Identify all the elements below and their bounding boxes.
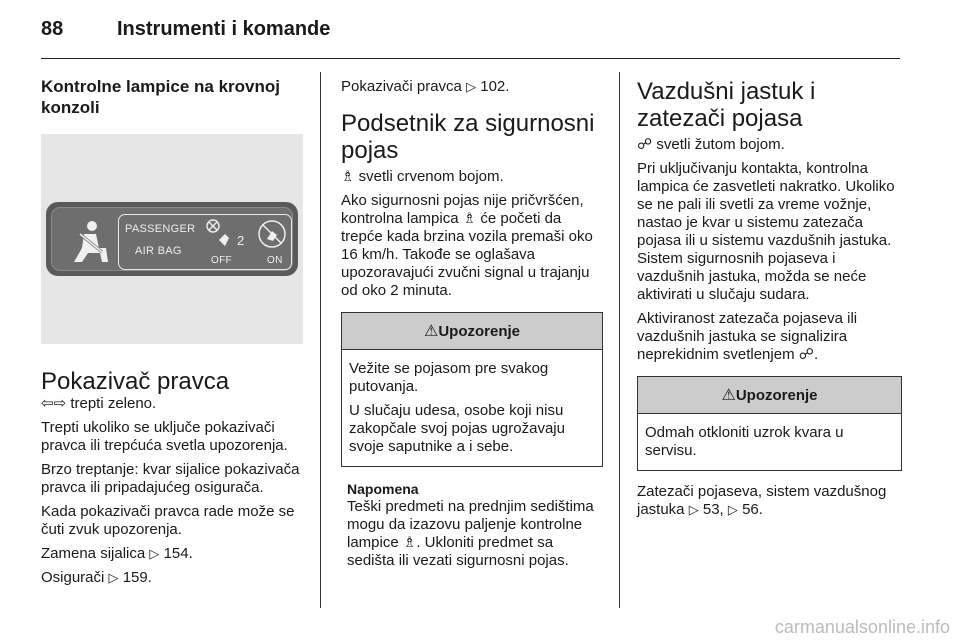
airbag-off-icon	[205, 218, 241, 252]
page-header	[41, 18, 330, 41]
airbag-label: AIR BAG	[135, 245, 182, 257]
section-title-turn-signal: Pokazivač pravca	[41, 368, 230, 395]
seatbelt-reminder-icon: ♗	[402, 534, 417, 551]
watermark: carmanualsonline.info	[774, 617, 950, 637]
section-title-seatbelt-reminder: Podsetnik za sigurnosni pojas	[341, 110, 595, 164]
note: Napomena Teški predmeti na prednjim sedištima mogu da izazovu paljenje kontrolne lampice ♗. Ukloniti predmet sa sedišta ili vezati sigurnosni pojas.	[341, 481, 603, 570]
seatbelt-reminder-icon: ♗	[462, 210, 477, 227]
warning-text: Vežite se pojasom pre svakog putovanja.	[349, 360, 549, 395]
paragraph: Pri uključivanju kontakta, kontrolna lampica će zasvetleti nakratko. Ukoliko se ne pali ili svetli za vreme vožnje, nastao je kvar u sistemu zatezača pojasa ili u sistemu vazdušnih jastuka. Sistem sigurnosnih pojaseva i vazdušnih jastuka, možda se neće aktivirati u slučaju sudara.	[637, 160, 895, 303]
passenger-label: PASSENGER	[125, 223, 196, 235]
warning-label: Upozorenje	[735, 387, 818, 404]
column-divider-1	[320, 72, 321, 608]
paragraph: Brzo treptanje: kvar sijalice pokazivača pravca ili pripadajućeg osigurača.	[41, 461, 300, 496]
header-rule	[41, 58, 900, 59]
paragraph: Zatezači pojaseva, sistem vazdušnog jastuka ▷ 53, ▷ 56.	[637, 483, 887, 518]
warning-box	[637, 376, 902, 471]
airbag-indicator-panel	[46, 202, 298, 276]
page-ref-arrow-icon: ▷	[727, 502, 738, 517]
turn-signal-icon: ⇦⇨	[41, 395, 67, 412]
airbag-panel-photo	[41, 134, 303, 344]
column-divider-2	[619, 72, 620, 608]
warning-triangle-icon: ⚠	[423, 323, 439, 340]
airbag-on-icon	[255, 219, 289, 253]
off-label: OFF	[211, 255, 232, 266]
section-title-airbag: Vazdušni jastuk i zatezači pojasa	[637, 78, 816, 132]
warning-label: Upozorenje	[438, 323, 521, 340]
airbag-warning-icon: ☍	[637, 136, 653, 153]
paragraph: Kada pokazivači pravca rade može se čuti zvuk upozorenja.	[41, 503, 295, 538]
page-number: 88	[41, 18, 64, 40]
paragraph: Trepti ukoliko se uključe pokazivači pravca ili trepćuća svetla upozorenja.	[41, 419, 288, 454]
page-ref-arrow-icon: ▷	[108, 570, 119, 585]
page-ref-arrow-icon: ▷	[149, 546, 160, 561]
paragraph: Zamena sijalica ▷ 154.	[41, 545, 193, 562]
paragraph: Aktiviranost zatezača pojaseva ili vazdušnih jastuka se signalizira neprekidnim svetlenjem ☍.	[637, 310, 858, 363]
column-2: Pokazivači pravca ▷ 102. Podsetnik za sigurnosni pojas ♗ svetli crvenom bojom. Ako sigurnosni pojas nije pričvršćen, kontrolna lampica ♗ će početi da trepće kada brzina vozila premaši oko 16 km/h. Takođe se oglašava upozoravajući zvučni signal u trajanju od oko 2 minuta. ⚠Upozorenje Vežite se pojasom pre svakog putovanja. U slučaju udesa, osobe koji nisu zakopčale svoj pojas ugrožavaju svoje saputnike a i sebe. Napomena Teški predmeti na prednjim sedištima mogu da izazovu paljenje kontrolne lampice ♗. Ukloniti predmet sa sedišta ili vezati sigurnosni pojas.	[341, 72, 603, 576]
paragraph: Ako sigurnosni pojas nije pričvršćen, kontrolna lampica ♗ će početi da trepće kada brzina vozila premaši oko 16 km/h. Takođe se oglašava upozoravajući zvučni signal u trajanju od oko 2 minuta.	[341, 192, 593, 299]
paragraph: Osigurači ▷ 159.	[41, 569, 152, 586]
section-heading-roof-console: Kontrolne lampice na krovnoj konzoli	[41, 77, 280, 117]
airbag-warning-icon: ☍	[798, 346, 814, 363]
warning-text: Odmah otkloniti uzrok kvara u servisu.	[645, 424, 844, 459]
seatbelt-reminder-icon: ♗	[341, 168, 355, 185]
chapter-title: Instrumenti i komande	[117, 18, 331, 40]
airbag-off-two: 2	[237, 233, 245, 248]
paragraph: Pokazivači pravca ▷ 102.	[341, 78, 510, 95]
seatbelt-icon	[66, 218, 114, 268]
column-3: Vazdušni jastuk i zatezači pojasa ☍ svetli žutom bojom. Pri uključivanju kontakta, kontrolna lampica će zasvetleti nakratko. Ukoliko se ne pali ili svetli za vreme vožnje, nastao je kvar u sistemu zatezača pojasa ili u sistemu vazdušnih jastuka. Sistem sigurnosnih pojaseva i vazdušnih jastuka, možda se neće aktivirati u slučaju sudara. Aktiviranost zatezača pojaseva ili vazdušnih jastuka se signalizira neprekidnim svetlenjem ☍. ⚠Upozorenje Odmah otkloniti uzrok kvara u servisu. Zatezači pojaseva, sistem vazdušnog jastuka ▷ 53, ▷ 56.	[637, 72, 902, 525]
note-label: Napomena	[347, 481, 419, 497]
warning-text: U slučaju udesa, osobe koji nisu zakopčale svoj pojas ugrožavaju svoje saputnike a i sebe.	[349, 402, 565, 455]
page-ref-arrow-icon: ▷	[688, 502, 699, 517]
warning-box	[341, 312, 603, 467]
warning-triangle-icon: ⚠	[721, 387, 736, 404]
passenger-airbag-label-box	[118, 214, 292, 270]
on-label: ON	[267, 255, 283, 266]
page-ref-arrow-icon: ▷	[466, 79, 477, 94]
column-1: Kontrolne lampice na krovnoj konzoli PASSENGER AIR BAG 2 OFF ON Pokazivač pravca ⇦⇨ trepti zeleno. Trepti ukoliko se uključe pokazivači pravca ili trepćuća svetla upozorenja. Brzo treptanje: kvar sijalice pokazivača pravca ili pripadajućeg osigurača. Kada pokazivači pravca rade može se čuti zvuk upozorenja. Zamena sijalica ▷ 154. Osigurači ▷ 159.	[41, 72, 303, 593]
